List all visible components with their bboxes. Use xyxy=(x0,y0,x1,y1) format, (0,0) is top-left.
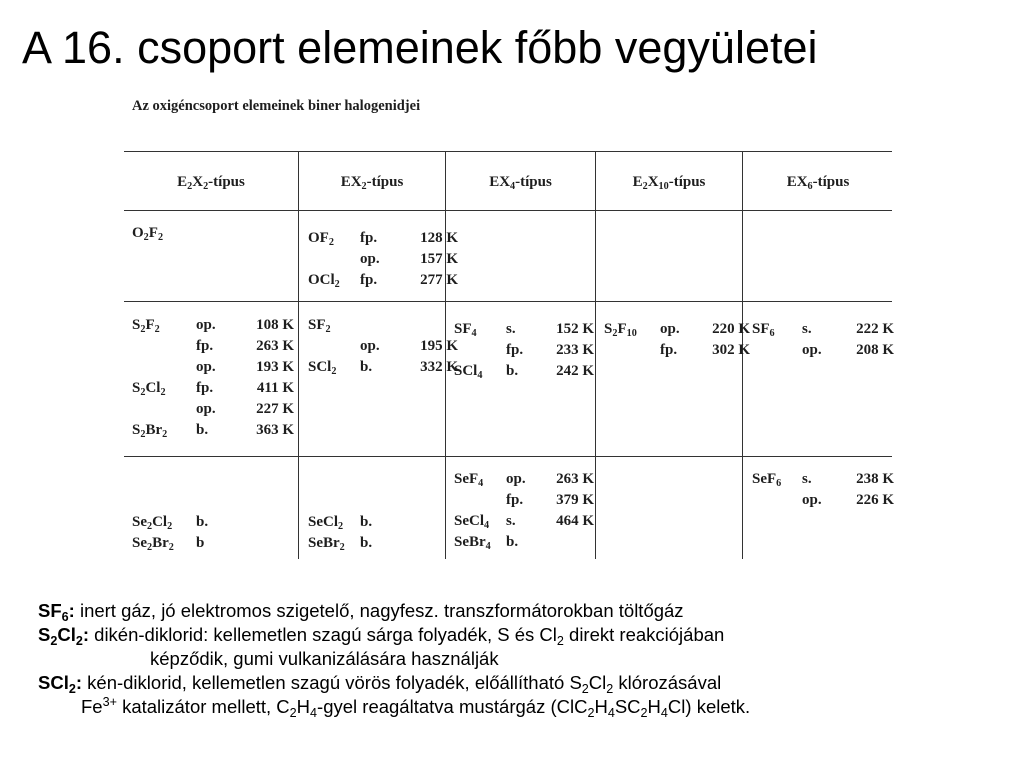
temperature-value: 233 K xyxy=(556,342,594,358)
compound-formula: $S_2F_2$ xyxy=(132,317,160,336)
compound-formula xyxy=(604,340,660,361)
compound-formula xyxy=(454,340,506,361)
table-line xyxy=(132,533,294,554)
property-abbrev: b. xyxy=(196,514,209,530)
table-line xyxy=(132,336,294,357)
temperature-value xyxy=(396,315,458,336)
temperature-value: 193 K xyxy=(256,359,294,375)
compound-formula: SCl$_4$ xyxy=(454,363,483,382)
table-line xyxy=(132,223,294,244)
property-abbrev: op. xyxy=(802,492,822,508)
temperature-value: 411 K xyxy=(256,380,294,396)
table-line xyxy=(454,532,594,553)
compound-formula: SeF$_6$ xyxy=(752,471,782,490)
table-line xyxy=(132,512,294,533)
property-abbrev: op. xyxy=(360,251,380,267)
note-sf6: $SF_6$: inert gáz, jó elektromos szigetelő, nagyfesz. transzformátorokban töltőgáz xyxy=(38,600,684,624)
compound-formula: SeBr$_2$ xyxy=(308,535,345,554)
property-abbrev: b. xyxy=(506,363,519,379)
temperature-value: 220 K xyxy=(712,321,750,337)
property-abbrev: op. xyxy=(196,401,216,417)
table-line xyxy=(454,511,594,532)
table-line xyxy=(132,378,294,399)
temperature-value: 302 K xyxy=(712,342,750,358)
temperature-value: 242 K xyxy=(556,363,594,379)
compound-formula xyxy=(752,340,802,361)
temperature-value xyxy=(232,512,294,533)
compound-formula xyxy=(132,399,196,420)
table-line xyxy=(308,533,458,554)
compound-formula: $SF_4$ xyxy=(454,321,477,340)
property-abbrev: s. xyxy=(802,321,812,337)
compound-formula: $O_2F_2$ xyxy=(132,225,164,244)
table-line xyxy=(752,469,894,490)
temperature-value xyxy=(232,533,294,554)
table-col-sep-3 xyxy=(595,151,596,559)
table-line xyxy=(454,340,594,361)
cell-g3-e2x2 xyxy=(132,512,294,554)
cell-g1-e2x2 xyxy=(132,223,294,244)
compound-formula: SCl$_2$ xyxy=(308,359,337,378)
property-abbrev: op. xyxy=(506,471,526,487)
compound-formula: $OF_2$ xyxy=(308,230,334,249)
property-abbrev: op. xyxy=(802,342,822,358)
cell-g2-e2x2 xyxy=(132,315,294,441)
property-abbrev xyxy=(360,315,396,336)
property-abbrev: fp. xyxy=(360,272,378,288)
compound-formula: SeF$_4$ xyxy=(454,471,484,490)
cell-g3-ex4 xyxy=(454,469,594,553)
compound-formula xyxy=(752,490,802,511)
compound-formula xyxy=(132,336,196,357)
table-line xyxy=(752,340,894,361)
compound-formula: $SF_6$ xyxy=(752,321,775,340)
table-line xyxy=(454,490,594,511)
property-abbrev: b xyxy=(196,535,205,551)
table-col-sep-1 xyxy=(298,151,299,559)
cell-g2-ex4 xyxy=(454,319,594,382)
property-abbrev: fp. xyxy=(360,230,378,246)
property-abbrev: fp. xyxy=(506,492,524,508)
property-abbrev: fp. xyxy=(506,342,524,358)
table-line xyxy=(132,399,294,420)
compound-formula: OCl$_2$ xyxy=(308,272,340,291)
temperature-value: 108 K xyxy=(256,317,294,333)
table-rule-top xyxy=(124,151,892,152)
compound-formula: $Se_2Cl_2$ xyxy=(132,514,173,533)
temperature-value xyxy=(542,532,594,553)
temperature-value: 222 K xyxy=(856,321,894,337)
table-line xyxy=(308,512,458,533)
property-abbrev: fp. xyxy=(660,342,678,358)
temperature-value: 464 K xyxy=(556,513,594,529)
table-rule-group-1 xyxy=(124,301,892,302)
table-line xyxy=(454,319,594,340)
temperature-value: 332 K xyxy=(420,359,458,375)
temperature-value: 227 K xyxy=(256,401,294,417)
table-line xyxy=(752,490,894,511)
temperature-value xyxy=(232,223,294,244)
temperature-value: 157 K xyxy=(420,251,458,267)
temperature-value: 263 K xyxy=(556,471,594,487)
compound-formula xyxy=(308,249,360,270)
cell-g2-ex6 xyxy=(752,319,894,361)
compound-formula xyxy=(132,357,196,378)
table-line xyxy=(308,315,458,336)
property-abbrev: fp. xyxy=(196,338,214,354)
table-line xyxy=(454,361,594,382)
property-abbrev: op. xyxy=(360,338,380,354)
property-abbrev: op. xyxy=(196,359,216,375)
table-rule-header xyxy=(124,210,892,211)
table-rule-group-2 xyxy=(124,456,892,457)
table-line xyxy=(604,340,750,361)
property-abbrev: b. xyxy=(360,535,373,551)
compound-formula: $SF_2$ xyxy=(308,317,331,336)
compound-formula xyxy=(308,336,360,357)
table-line xyxy=(308,270,458,291)
table-line xyxy=(752,319,894,340)
property-abbrev: b. xyxy=(360,359,373,375)
compound-formula: SeBr$_4$ xyxy=(454,534,491,553)
table-line xyxy=(132,315,294,336)
temperature-value xyxy=(396,533,458,554)
temperature-value: 263 K xyxy=(256,338,294,354)
table-line xyxy=(308,228,458,249)
compound-formula xyxy=(454,490,506,511)
property-abbrev: b. xyxy=(506,534,519,550)
table-line xyxy=(604,319,750,340)
cell-g1-ex2 xyxy=(308,228,458,291)
slide-title: A 16. csoport elemeinek főbb vegyületei xyxy=(22,22,818,73)
temperature-value: 379 K xyxy=(556,492,594,508)
table-line xyxy=(308,357,458,378)
cell-g2-e2x10 xyxy=(604,319,750,361)
table-line xyxy=(308,249,458,270)
col-header-e2x2: $E_2X_2$-típus xyxy=(177,174,245,193)
cell-g3-ex2 xyxy=(308,512,458,554)
property-abbrev: op. xyxy=(660,321,680,337)
compound-formula: $S_2Br_2$ xyxy=(132,422,168,441)
note-s2cl2-cont: képződik, gumi vulkanizálására használják xyxy=(150,648,499,669)
scanned-table-image xyxy=(118,78,896,588)
compound-formula: $S_2Cl_2$ xyxy=(132,380,166,399)
col-header-ex4: $EX_4$-típus xyxy=(489,174,552,193)
temperature-value: 152 K xyxy=(556,321,594,337)
col-header-e2x10: $E_2X_{10}$-típus xyxy=(632,174,706,193)
property-abbrev: op. xyxy=(196,317,216,333)
table-line xyxy=(454,469,594,490)
table-caption: Az oxigéncsoport elemeinek biner halogenidjei xyxy=(132,98,421,114)
compound-formula: SeCl$_4$ xyxy=(454,513,490,532)
compound-formula: SeCl$_2$ xyxy=(308,514,344,533)
cell-g3-ex6 xyxy=(752,469,894,511)
note-s2cl2: $S_2Cl_2$: dikén-diklorid: kellemetlen szagú sárga folyadék, S és $Cl_2$ direkt reakciójában xyxy=(38,624,725,648)
property-abbrev: s. xyxy=(802,471,812,487)
temperature-value: 208 K xyxy=(856,342,894,358)
compound-formula: $Se_2Br_2$ xyxy=(132,535,174,554)
compound-formula: $S_2F_{10}$ xyxy=(604,321,637,340)
temperature-value: 363 K xyxy=(256,422,294,438)
note-scl2: SCl$_2$: kén-diklorid, kellemetlen szagú vörös folyadék, előállítható $S_2Cl_2$ klórozásával xyxy=(38,672,722,696)
notes-block xyxy=(38,599,1018,719)
property-abbrev: s. xyxy=(506,321,516,337)
col-header-ex2: $EX_2$-típus xyxy=(340,174,404,193)
note-scl2-cont: $Fe^{3+}$ katalizátor mellett, $C_2H_4$-gyel reagáltatva mustárgáz $(ClC_2H_4SC_2H_4Cl)$ keletk. xyxy=(81,695,751,720)
temperature-value xyxy=(396,512,458,533)
temperature-value: 128 K xyxy=(420,230,458,246)
col-header-ex6: $EX_6$-típus xyxy=(786,174,850,193)
temperature-value: 226 K xyxy=(856,492,894,508)
property-abbrev: fp. xyxy=(196,380,214,396)
property-abbrev: b. xyxy=(360,514,373,530)
temperature-value: 195 K xyxy=(420,338,458,354)
cell-g2-ex2 xyxy=(308,315,458,378)
property-abbrev: b. xyxy=(196,422,209,438)
temperature-value: 277 K xyxy=(420,272,458,288)
property-abbrev xyxy=(196,223,232,244)
temperature-value: 238 K xyxy=(856,471,894,487)
table-line xyxy=(308,336,458,357)
table-line xyxy=(132,357,294,378)
property-abbrev: s. xyxy=(506,513,516,529)
table-line xyxy=(132,420,294,441)
